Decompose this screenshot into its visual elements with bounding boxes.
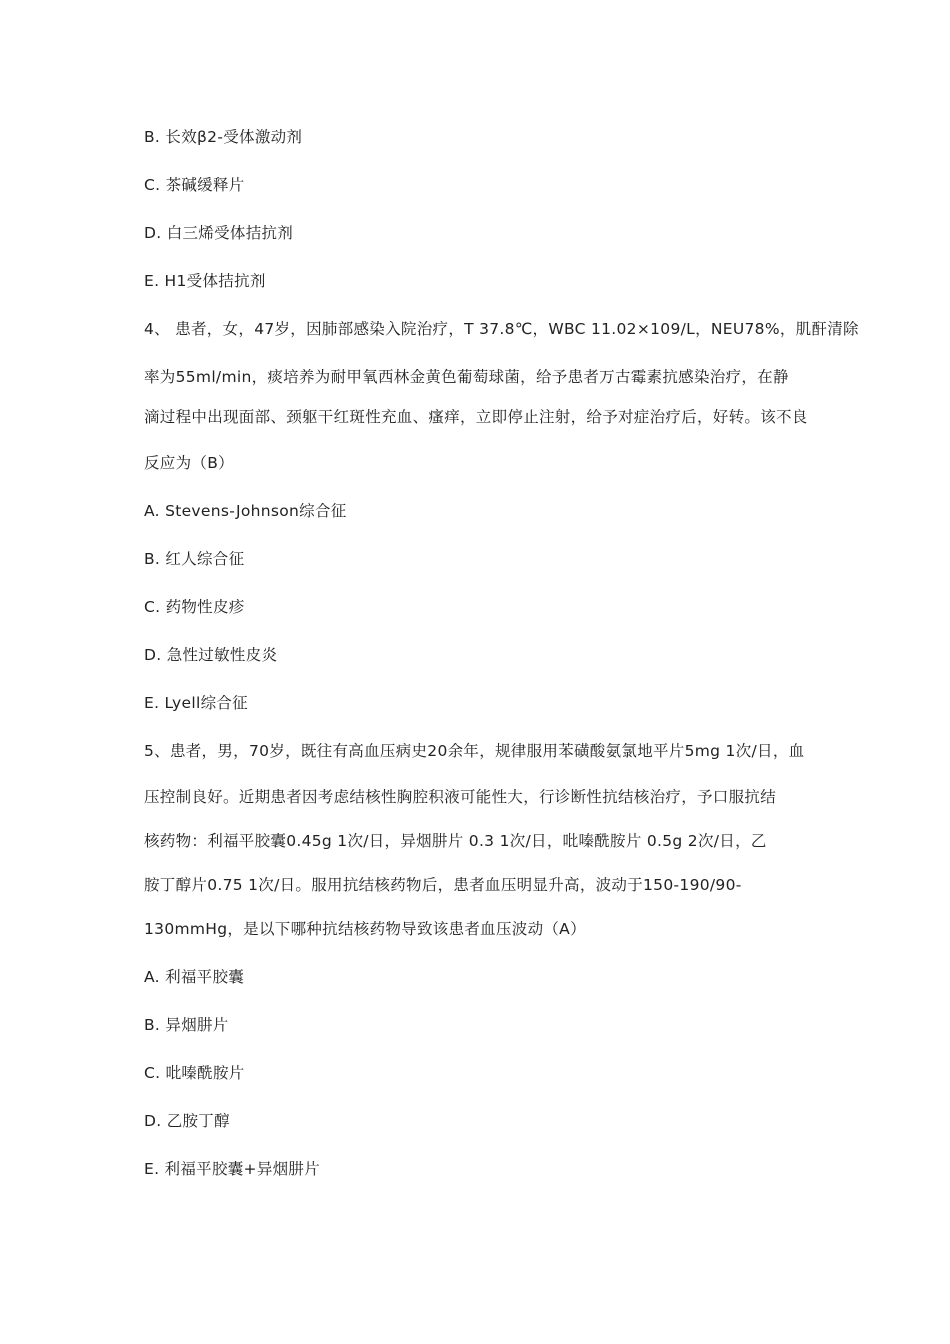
q4-stem-line-4: 反应为（B） [144, 454, 234, 472]
q5-stem-line-2: 压控制良好。近期患者因考虑结核性胸腔积液可能性大，行诊断性抗结核治疗，予口服抗结 [144, 788, 777, 806]
q4-stem-line-3: 滴过程中出现面部、颈躯干红斑性充血、瘙痒，立即停止注射，给予对症治疗后，好转。该不良 [144, 408, 808, 426]
q4-option-d: D. 急性过敏性皮炎 [144, 646, 278, 664]
q5-option-d: D. 乙胺丁醇 [144, 1112, 230, 1130]
q4-option-a: A. Stevens-Johnson综合征 [144, 502, 347, 520]
q4-stem-line-1: 4、 患者，女，47岁，因肺部感染入院治疗，T 37.8℃，WBC 11.02×109/L，NEU78%，肌酐清除 [144, 320, 859, 338]
q3-option-d: D. 白三烯受体拮抗剂 [144, 224, 294, 242]
q4-stem-line-2: 率为55ml/min，痰培养为耐甲氧西林金黄色葡萄球菌，给予患者万古霉素抗感染治疗，在静 [144, 368, 789, 386]
q5-stem-line-5: 130mmHg，是以下哪种抗结核药物导致该患者血压波动（A） [144, 920, 586, 938]
q4-option-b: B. 红人综合征 [144, 550, 245, 568]
q4-option-e: E. Lyell综合征 [144, 694, 248, 712]
q5-option-e: E. 利福平胶囊+异烟肼片 [144, 1160, 321, 1178]
q3-option-c: C. 茶碱缓释片 [144, 176, 245, 194]
q3-option-e: E. H1受体拮抗剂 [144, 272, 266, 290]
q3-option-b: B. 长效β2-受体激动剂 [144, 128, 303, 146]
q5-option-c: C. 吡嗪酰胺片 [144, 1064, 245, 1082]
q5-option-a: A. 利福平胶囊 [144, 968, 245, 986]
q5-stem-line-4: 胺丁醇片0.75 1次/日。服用抗结核药物后，患者血压明显升高，波动于150-190/90- [144, 876, 742, 894]
q5-option-b: B. 异烟肼片 [144, 1016, 229, 1034]
q5-stem-line-1: 5、患者，男，70岁，既往有高血压病史20余年，规律服用苯磺酸氨氯地平片5mg 1次/日，血 [144, 742, 805, 760]
q5-stem-line-3: 核药物：利福平胶囊0.45g 1次/日，异烟肼片 0.3 1次/日，吡嗪酰胺片 0.5g 2次/日，乙 [144, 832, 767, 850]
q4-option-c: C. 药物性皮疹 [144, 598, 245, 616]
